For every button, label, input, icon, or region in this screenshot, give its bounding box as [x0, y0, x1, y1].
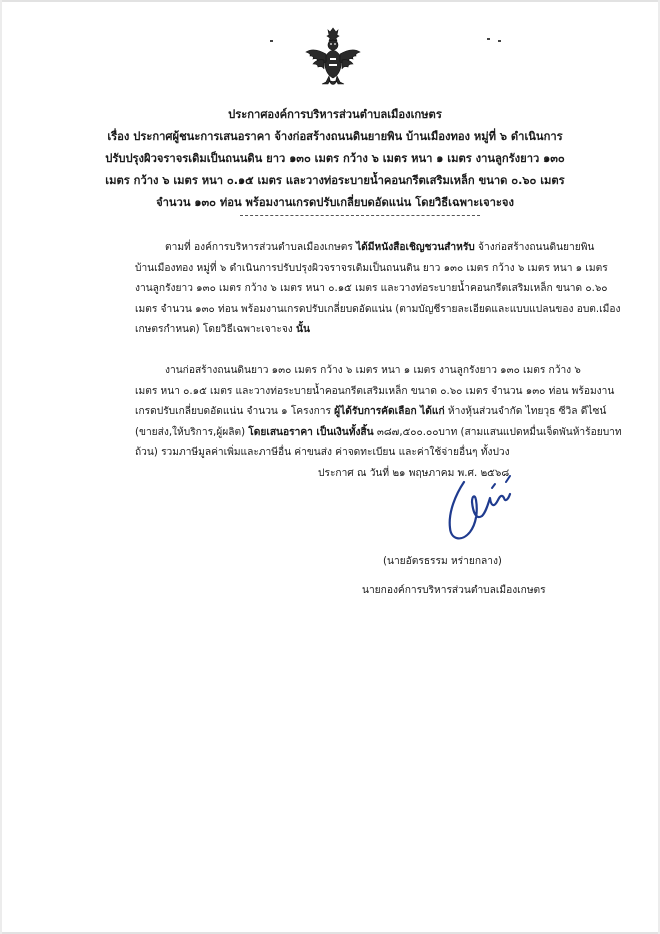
header-line-2: เรื่อง ประกาศผู้ชนะการเสนอราคา จ้างก่อสร้างถนนดินยายพิน บ้านเมืองทอง หมู่ที่ ๖ ดำเนินการ — [107, 130, 563, 143]
scan-edge-top — [0, 0, 660, 2]
text-span-bold: ได้มีหนังสือเชิญชวนสำหรับ — [356, 242, 475, 253]
garuda-emblem-icon — [304, 26, 362, 90]
paragraph-invitation — [135, 238, 621, 341]
announce-date: ประกาศ ณ วันที่ ๒๑ พฤษภาคม พ.ศ. ๒๕๖๘ — [318, 468, 510, 479]
header-line-4: เมตร กว้าง ๖ เมตร หนา ๐.๑๕ เมตร และวางท่อระบายน้ำคอนกรีตเสริมเหล็ก ขนาด ๐.๖๐ เมตร — [105, 174, 565, 187]
header-line-3: ปรับปรุงผิวจราจรเดิมเป็นถนนดิน ยาว ๑๓๐ เมตร กว้าง ๖ เมตร หนา ๑ เมตร งานลูกรังยาว ๑๓๐ — [105, 152, 565, 165]
header-line-1: ประกาศองค์การบริหารส่วนตำบลเมืองเกษตร — [228, 108, 442, 121]
header-divider — [240, 215, 480, 216]
paragraph-line: งานลูกรังยาว ๑๓๐ เมตร กว้าง ๖ เมตร หนา ๐.๑๕ เมตร และวางท่อระบายน้ำคอนกรีตเสริมเหล็ก ขนาด ๐.๖๐ — [135, 283, 608, 294]
text-span-bold: โดยเสนอราคา เป็นเงินทั้งสิ้น — [248, 426, 374, 438]
text-span-bold: ผู้ได้รับการคัดเลือก ได้แก่ — [334, 406, 445, 417]
signer-name: (นายอัตรธรรม หร่ายกลาง) — [383, 556, 502, 567]
paragraph-line: เมตร จำนวน ๑๓๐ ท่อน พร้อมงานเกรดปรับเกลี่ยบดอัดแน่น (ตามบัญชีรายละเอียดและแบบแปลนของ อบต.เมือง — [135, 303, 621, 315]
paragraph-line — [135, 320, 555, 341]
text-span: เกษตรกำหนด) โดยวิธีเฉพาะเจาะจง — [135, 324, 297, 335]
paragraph-line: งานก่อสร้างถนนดินยาว ๑๓๐ เมตร กว้าง ๖ เมตร หนา ๑ เมตร งานลูกรังยาว ๑๓๐ เมตร กว้าง ๖ — [165, 365, 581, 376]
paragraph-line: ถ้วน) รวมภาษีมูลค่าเพิ่มและภาษีอื่น ค่าขนส่ง ค่าจดทะเบียน และค่าใช้จ่ายอื่นๆ ทั้งปวง — [135, 447, 510, 458]
paragraph-line — [135, 402, 607, 423]
paragraph-line: บ้านเมืองทอง หมู่ที่ ๖ ดำเนินการปรับปรุงผิวจราจรเดิมเป็นถนนดิน ยาว ๑๓๐ เมตร กว้าง ๖ เมตร หนา ๑ เมตร — [135, 262, 608, 274]
paragraph-line: เมตร หนา ๐.๑๕ เมตร และวางท่อระบายน้ำคอนกรีตเสริมเหล็ก ขนาด ๐.๖๐ เมตร จำนวน ๑๓๐ ท่อน พร้อมงาน — [135, 385, 615, 397]
paragraph-line — [135, 423, 622, 444]
header-line-5: จำนวน ๑๓๐ ท่อน พร้อมงานเกรดปรับเกลี่ยบดอัดแน่น โดยวิธีเฉพาะเจาะจง — [156, 196, 514, 209]
text-span-bold: นั้น — [296, 324, 310, 335]
text-span: จ้างก่อสร้างถนนดินยายพิน — [474, 242, 595, 253]
text-span: ห้างหุ้นส่วนจำกัด ไทยวุธ ซีวิล ดีไซน์ — [444, 406, 607, 417]
text-span: ๓๘๗,๕๐๐.๐๐บาท (สามแสนแปดหมื่นเจ็ดพันห้าร้อยบาท — [373, 426, 622, 438]
scan-speck — [270, 40, 273, 42]
scan-speck — [498, 40, 501, 42]
text-span: เกรดปรับเกลี่ยบดอัดแน่น จำนวน ๑ โครงการ — [135, 406, 335, 417]
signer-title: นายกองค์การบริหารส่วนตำบลเมืองเกษตร — [362, 585, 546, 596]
signature-icon — [442, 468, 542, 548]
scan-edge-left — [0, 0, 2, 934]
document-header — [100, 104, 570, 214]
paragraph-line — [135, 238, 595, 259]
paragraph-award — [135, 361, 622, 464]
text-span: ตามที่ องค์การบริหารส่วนตำบลเมืองเกษตร — [165, 242, 357, 253]
text-span: (ขายส่ง,ให้บริการ,ผู้ผลิต) — [135, 426, 249, 438]
scan-speck — [487, 38, 490, 40]
